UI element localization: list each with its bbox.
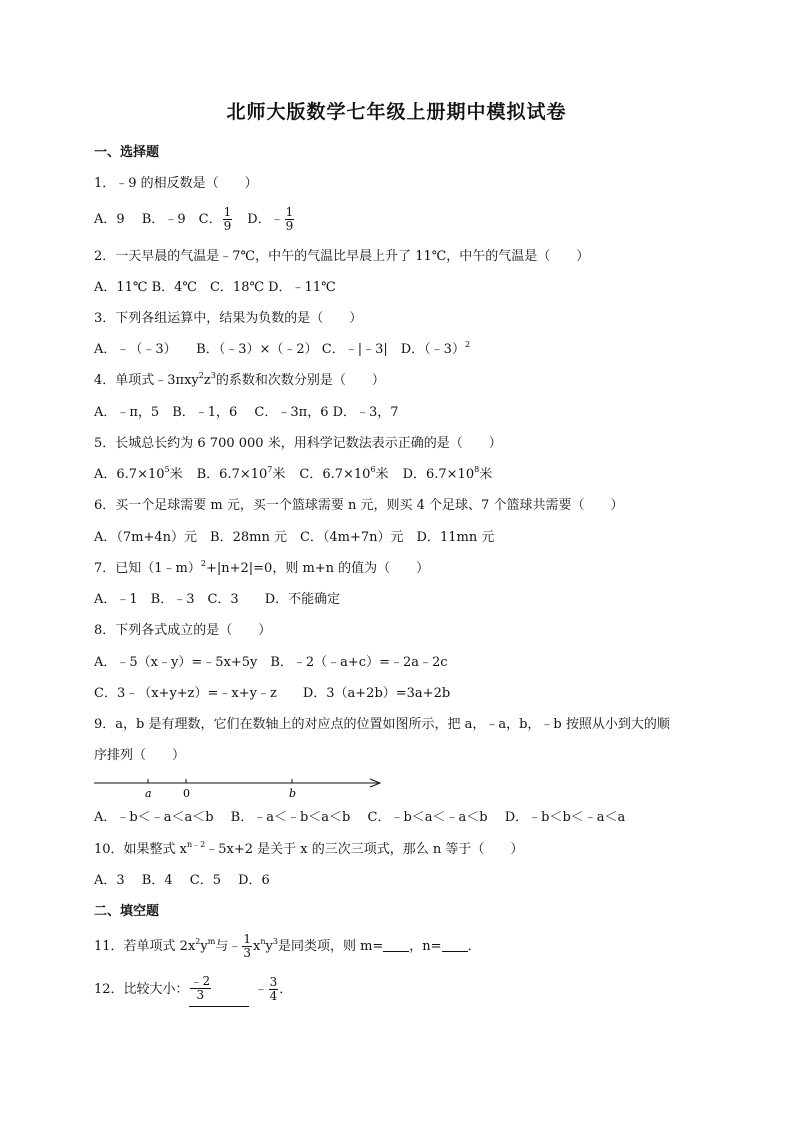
q10-exponent: n﹣2: [187, 840, 206, 849]
section-heading-choice: 一、选择题: [94, 145, 160, 160]
q1-d-num: 1: [285, 205, 294, 219]
q11-part-b: y: [200, 939, 208, 954]
q4-exp-1: 2: [198, 371, 204, 380]
question-4-stem: [94, 373, 385, 389]
q11-part-f: 是同类项，则 m=: [277, 939, 384, 954]
answer-blank-m[interactable]: [383, 939, 409, 952]
q1-options-ab: A．9 B．﹣9 C．: [94, 212, 222, 227]
question-9-options: A．﹣b＜﹣a＜a＜b B．﹣a＜﹣b＜a＜b C．﹣b＜a＜﹣a＜b D．﹣b＜b＜﹣a＜a: [94, 810, 626, 825]
q12-frac-den: 4: [269, 989, 278, 1003]
q7-stem-a: 7．已知（1﹣m）: [94, 561, 201, 576]
q1-c-den: 9: [223, 219, 232, 233]
q1-d-den: 9: [285, 219, 294, 233]
q12-part-b: ﹣: [254, 982, 268, 997]
answer-blank-n[interactable]: [442, 939, 468, 952]
q11-exp-3: n: [260, 937, 266, 946]
number-line-figure: [90, 770, 390, 802]
question-9-stem-line2: 序排列（ ）: [94, 748, 186, 763]
q7-stem-b: +|n+2|=0，则 m+n 的值为（ ）: [205, 561, 430, 576]
q12-part-c: ．: [279, 982, 293, 997]
question-10-options: A．3 B．4 C．5 D．6: [94, 873, 270, 888]
q11-part-g: ，n=: [409, 939, 442, 954]
label-a: a: [145, 787, 152, 800]
q4-stem-b: z: [203, 373, 211, 388]
q5-d-unit: 米: [479, 467, 493, 482]
q11-exp-1: 2: [195, 937, 201, 946]
q12-frac-num: 3: [269, 975, 278, 989]
q12-part-a: 12．比较大小：: [94, 982, 189, 997]
question-7-stem: [94, 561, 429, 577]
label-0: 0: [183, 787, 190, 800]
q5-a-unit: 米: [169, 467, 183, 482]
q3-exponent: 2: [464, 340, 471, 349]
question-10-stem: [94, 842, 523, 858]
q5-c-exp: 6: [370, 465, 376, 474]
question-1-stem: 1．﹣9 的相反数是（ ）: [94, 176, 258, 191]
q5-b-exp: 7: [267, 465, 273, 474]
q11-part-a: 11．若单项式 2x: [94, 939, 196, 954]
q10-stem-b: ﹣5x+2 是关于 x 的三次三项式，那么 n 等于（ ）: [205, 842, 524, 857]
q5-option-a: A．6.7×10: [94, 467, 165, 482]
q4-stem-a: 4．单项式﹣3πxy: [94, 373, 199, 388]
question-6-stem: 6．买一个足球需要 m 元，买一个篮球需要 n 元，则买 4 个足球、7 个篮球共需要（ ）: [94, 498, 624, 513]
q5-a-exp: 5: [164, 465, 170, 474]
q5-d-exp: 8: [474, 465, 480, 474]
question-5-options: [94, 467, 492, 483]
q11-part-e: y: [265, 939, 273, 954]
question-6-options: A．（7m+4n）元 B．28mn 元 C．（4m+7n）元 D．11mn 元: [94, 530, 495, 545]
q12-answer-fraction: [190, 975, 212, 1002]
q11-frac-num: 1: [243, 932, 251, 946]
page-title: 北师大版数学七年级上册期中模拟试卷: [226, 101, 567, 123]
question-3-options: [94, 342, 470, 358]
q1-fraction-d: [285, 206, 295, 233]
q12-fraction: [269, 976, 279, 1003]
question-7-options: A．﹣1 B．﹣3 C．3 D．不能确定: [94, 592, 341, 607]
question-4-options: A．﹣π，5 B．﹣1，6 C．﹣3π，6 D．﹣3，7: [94, 405, 399, 420]
question-12: [94, 972, 292, 1007]
q11-exp-2: m: [207, 937, 216, 946]
question-2-options: A．11℃ B．4℃ C．18℃ D．﹣11℃: [94, 280, 336, 295]
q1-fraction-c: [223, 206, 233, 233]
q11-part-c: 与﹣: [215, 939, 242, 954]
question-1-options: [94, 205, 295, 235]
q3-options-text: A．﹣（﹣3） B．（﹣3）×（﹣2） C．﹣|﹣3| D．（﹣3）: [94, 342, 465, 357]
q4-stem-c: 的系数和次数分别是（ ）: [215, 373, 385, 388]
question-8-options-cd: C．3﹣（x+y+z）=﹣x+y﹣z D．3（a+2b）=3a+2b: [94, 686, 451, 701]
question-2-stem: 2．一天早晨的气温是﹣7℃，中午的气温比早晨上升了 11℃，中午的气温是（ ）: [94, 249, 590, 264]
q11-exp-4: 3: [272, 937, 278, 946]
q1-c-num: 1: [223, 205, 232, 219]
question-8-stem: 8．下列各式成立的是（ ）: [94, 623, 272, 638]
q11-fraction: [242, 933, 252, 960]
question-11: [94, 930, 481, 964]
question-9-stem-line1: 9．a，b 是有理数，它们在数轴上的对应点的位置如图所示，把 a，﹣a，b，﹣b 按照从小到大的顺: [94, 717, 670, 732]
q7-exponent: 2: [200, 559, 206, 568]
section-heading-fill: 二、填空题: [94, 904, 160, 919]
q5-option-c: C．6.7×10: [299, 467, 371, 482]
question-5-stem: 5．长城总长约为 6 700 000 米，用科学记数法表示正确的是（ ）: [94, 436, 502, 451]
q5-b-unit: 米: [272, 467, 286, 482]
q4-exp-2: 3: [210, 371, 216, 380]
q11-part-h: ．: [467, 939, 481, 954]
q5-option-b: B．6.7×10: [196, 467, 268, 482]
answer-blank-compare[interactable]: [189, 972, 249, 1007]
question-3-stem: 3．下列各组运算中，结果为负数的是（ ）: [94, 311, 363, 326]
question-8-options-ab: A．﹣5（x﹣y）=﹣5x+5y B．﹣2（﹣a+c）=﹣2a﹣2c: [94, 655, 448, 670]
q12-answer-den: 3: [196, 988, 205, 1002]
q11-frac-den: 3: [243, 946, 251, 960]
label-b: b: [289, 787, 297, 800]
q10-stem-a: 10．如果整式 x: [94, 842, 188, 857]
q1-option-d: D．﹣: [247, 212, 284, 227]
q12-answer-num: ﹣2: [190, 974, 211, 988]
q5-option-d: D．6.7×10: [402, 467, 475, 482]
q5-c-unit: 米: [375, 467, 389, 482]
q11-part-d: x: [252, 939, 261, 954]
